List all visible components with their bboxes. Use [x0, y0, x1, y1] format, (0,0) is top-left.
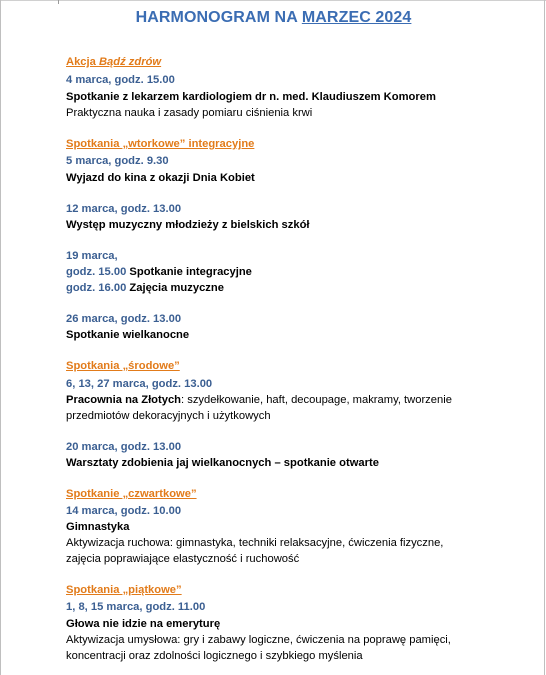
- event-description: Aktywizacja umysłowa: gry i zabawy logiczne, ćwiczenia na poprawę pamięci,: [66, 634, 451, 646]
- event-title-row: [66, 393, 452, 407]
- event-time: godz. 15.00: [66, 266, 127, 278]
- event-date: 12 marca, godz. 13.00: [66, 203, 182, 215]
- page-top-edge: [0, 0, 546, 1]
- event-description: Aktywizacja ruchowa: gimnastyka, techniki relaksacyjne, ćwiczenia fizyczne,: [66, 537, 444, 549]
- event-title: Głowa nie idzie na emeryturę: [66, 618, 221, 630]
- title-prefix: HARMONOGRAM NA: [135, 9, 302, 26]
- section-heading-wtorkowe: Spotkania „wtorkowe” integracyjne: [66, 138, 255, 150]
- event-description: Praktyczna nauka i zasady pomiaru ciśnienia krwi: [66, 107, 313, 119]
- heading-italic: Bądź zdrów: [98, 56, 162, 68]
- event-title: Występ muzyczny młodzieży z bielskich szkół: [66, 219, 310, 231]
- event-date: 6, 13, 27 marca, godz. 13.00: [66, 378, 213, 390]
- event-title: Wyjazd do kina z okazji Dnia Kobiet: [66, 172, 255, 184]
- event-title: Spotkanie integracyjne: [126, 266, 252, 278]
- event-title: Spotkanie wielkanocne: [66, 329, 190, 341]
- page-title: [66, 9, 481, 27]
- event-time-row: [66, 281, 224, 295]
- section-heading-piatkowe: Spotkania „piątkowe”: [66, 584, 182, 596]
- page-left-edge: [0, 0, 1, 675]
- page-right-edge: [544, 0, 545, 675]
- event-title: Zajęcia muzyczne: [126, 282, 224, 294]
- event-description: : szydełkowanie, haft, decoupage, makramy, tworzenie: [181, 394, 452, 406]
- event-date: 14 marca, godz. 10.00: [66, 505, 182, 517]
- section-heading-srodowe: Spotkania „środowe”: [66, 360, 180, 372]
- event-date: 19 marca,: [66, 250, 118, 262]
- event-date: 5 marca, godz. 9.30: [66, 155, 169, 167]
- event-title: Pracownia na Złotych: [66, 394, 182, 406]
- heading-prefix: Akcja: [66, 56, 99, 68]
- event-date: 26 marca, godz. 13.00: [66, 313, 182, 325]
- event-date: 4 marca, godz. 15.00: [66, 74, 175, 86]
- event-description: koncentracji oraz zdolności logicznego i szybkiego myślenia: [66, 650, 363, 662]
- section-heading-akcja: [66, 55, 161, 69]
- title-month: MARZEC 2024: [301, 9, 412, 26]
- event-description: zajęcia poprawiające elastyczność i ruchowość: [66, 553, 300, 565]
- event-description: przedmiotów dekoracyjnych i użytkowych: [66, 410, 271, 422]
- event-title: Spotkanie z lekarzem kardiologiem dr n. med. Klaudiuszem Komorem: [66, 91, 436, 103]
- section-heading-czwartkowe: Spotkanie „czwartkowe”: [66, 488, 197, 500]
- event-time-row: [66, 265, 252, 279]
- event-time: godz. 16.00: [66, 282, 127, 294]
- margin-corner-mark: [58, 0, 71, 4]
- event-title: Warsztaty zdobienia jaj wielkanocnych – spotkanie otwarte: [66, 457, 379, 469]
- event-date: 20 marca, godz. 13.00: [66, 441, 182, 453]
- event-title: Gimnastyka: [66, 521, 130, 533]
- event-date: 1, 8, 15 marca, godz. 11.00: [66, 601, 206, 613]
